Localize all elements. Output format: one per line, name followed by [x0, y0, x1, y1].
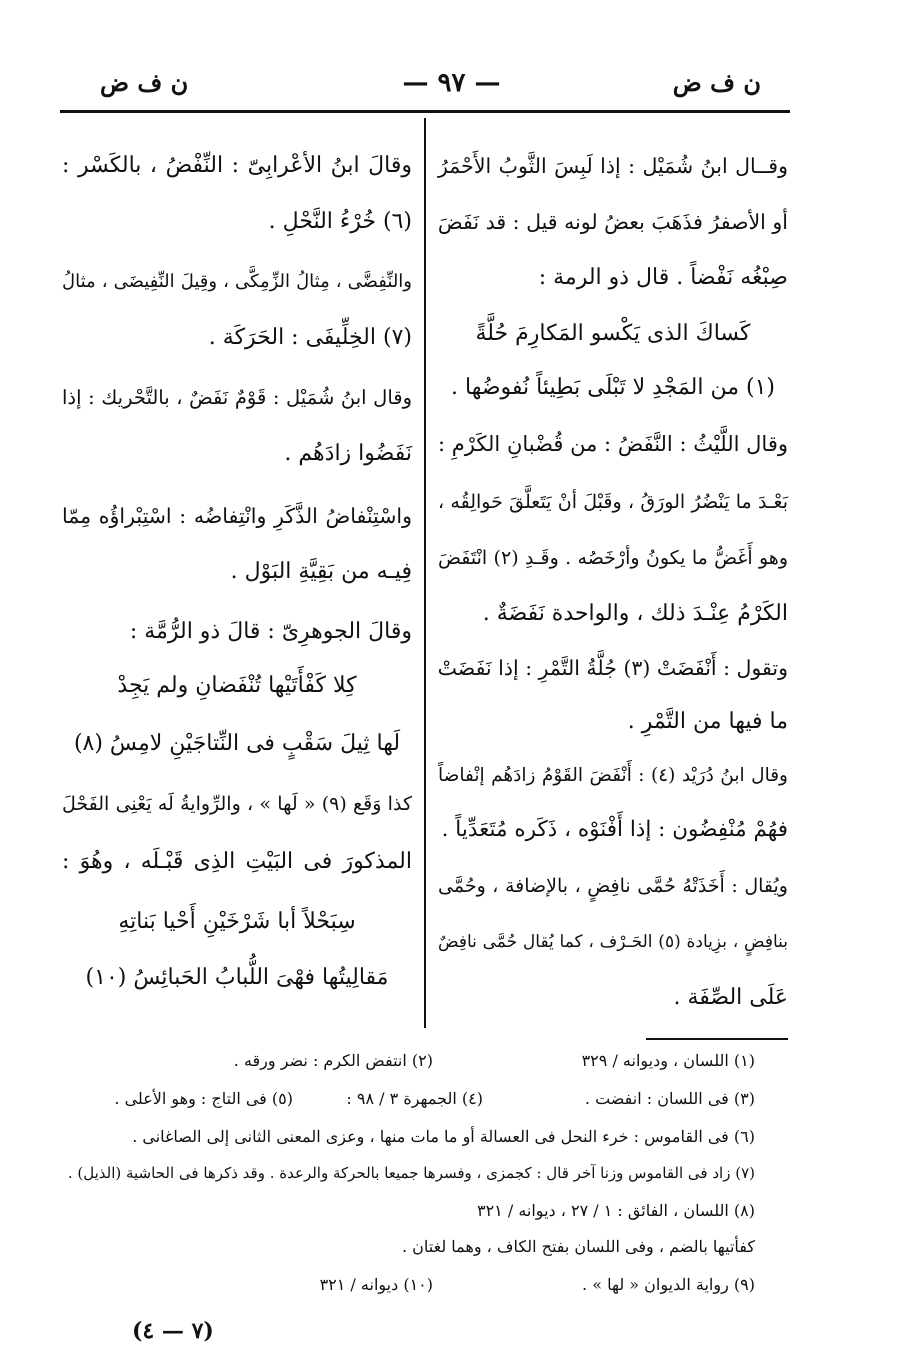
text-line: صِبْغُه نَفْضاً . قال ذو الرمة :	[538, 265, 788, 290]
text-line: فِيـه من بَقِيَّةِ البَوْل .	[230, 559, 412, 584]
text-line: المذكورَ فى البَيْتِ الذِى قَبْـلَه ، وهُوَ :	[62, 849, 412, 874]
text-line: وتقول : أَنْفَضَتْ (٣) جُلَّةُ التَّمْرِ : إذا نَفَضَتْ	[437, 656, 788, 680]
footnote: (٦) فى القاموس : خرء النحل فى العسالة أو ما مات منها ، وعزى المعنى الثانى إلى الصاغانى .	[132, 1127, 755, 1146]
text-line: الكَرْمُ عِنْـدَ ذلك ، والواحدة نَفَضَةٌ .	[482, 601, 788, 626]
text-line: كذا وَقَع (٩) « لَها » ، والرِّوايةُ لَه يَعْنِى الفَحْلَ	[62, 793, 412, 815]
footnote: (٥) فى التاج : وهو الأعلى .	[114, 1089, 293, 1108]
signature-mark: (٧ — ٤)	[132, 1318, 214, 1344]
text-line: وقال اللَّيْثُ : النَّفَضُ : من قُضْبانِ الكَرْمِ :	[438, 432, 788, 456]
text-line: نَفَضُوا زادَهُم .	[284, 441, 412, 466]
verse-line: لَها ثِيلَ سَقْبٍ فى النِّتاجَيْنِ لامِسُ (٨)	[73, 731, 401, 756]
verse-line: سِبَحْلاً أبا شَرْخَيْنِ أَحْيا بَناتِهِ	[118, 909, 356, 934]
text-line: وقال ابنُ شُمَيْل : قَوْمٌ نَفَضٌ ، بالتَّحْريك : إذا	[62, 386, 412, 409]
text-line: وقال ابنُ دُرَيْد (٤) : أَنْفَضَ القَوْمُ زادَهُم إنْفاضاً	[438, 765, 788, 786]
text-line: ما فيها من التَّمْرِ .	[627, 709, 788, 734]
footnote: (١٠) ديوانه / ٣٢١	[319, 1275, 433, 1294]
footnote: (٨) اللسان ، الفائق : ١ / ٢٧ ، ديوانه / ٣٢١	[476, 1201, 755, 1220]
verse-line: كِلا كَفْأَتَيْها تُنْفَضانِ ولم يَجِدْ	[117, 673, 357, 698]
text-line: وقــال ابنُ شُمَيْل : إذا لَبِسَ الثَّوبُ الأَحْمَرُ	[438, 154, 788, 178]
text-line: بَعْـدَ ما يَنْضُرُ الورَقُ ، وقَبْلَ أنْ يَتَعلَّقَ حَوالِقُه ،	[438, 491, 788, 513]
footnote: (٤) الجمهرة ٣ / ٩٨ :	[346, 1089, 483, 1108]
footnote-rule	[646, 1038, 788, 1040]
text-line: وقالَ ابنُ الأعْرابِىّ : النِّفْضُ ، بالكَسْر :	[62, 153, 412, 178]
footnote: (٧) زاد فى القاموس وزنا آخر قال : كجمزى ، وفسرها جميعا بالحركة والرعدة . وقد ذكرها فى الحاشية (الذيل) .	[67, 1164, 755, 1182]
footnote: (٩) رواية الديوان « لها » .	[582, 1275, 755, 1294]
text-line: وهو أَغَضُّ ما يكونُ وأرْخَصُه . وقَـدِ (٢) انْتَفَضَ	[438, 547, 788, 569]
text-line: واسْتِنْفاضُ الذَّكَرِ وانْتِفاضُه : اسْتِبْراؤُه مِمّا	[62, 504, 412, 528]
verse-line: كَساكَ الذى يَكْسو المَكارِمَ حُلَّةً	[475, 321, 751, 346]
page-number: — ٩٧ —	[402, 68, 501, 98]
footnote: كفأتيها بالضم ، وفى اللسان بفتح الكاف ، وهما لغتان .	[402, 1237, 755, 1256]
text-line: أو الأصفرُ فذَهَبَ بعضُ لونه قيل : قد نَفَضَ	[437, 210, 788, 234]
text-line: بنافِضٍ ، بزِيادة (٥) الحَـرْف ، كما يُقال حُمَّى نافِضٌ	[438, 932, 788, 952]
header-rule	[60, 110, 790, 113]
footnote: (٢) انتفض الكرم : نضر ورقه .	[233, 1051, 433, 1070]
footnote: (٣) فى اللسان : انفضت .	[584, 1089, 755, 1108]
text-line: (٦) خُرْءُ النَّحْلِ .	[268, 209, 412, 234]
text-line: ويُقال : أَخَذَتْهُ حُمَّى نافِضٍ ، بالإضافة ، وحُمَّى	[438, 875, 788, 897]
header-root-left: ن ف ض	[100, 68, 189, 97]
text-line: والنِّفِضَّى ، مِثالُ الزِّمِكَّى ، وقِيلَ النِّفِيضَى ، مثالُ	[62, 271, 412, 292]
text-line: وقالَ الجوهرِىّ : قالَ ذو الرُّمَّة :	[129, 619, 412, 644]
column-divider	[424, 118, 426, 1028]
text-line: فهُمْ مُنْفِضُون : إذا أَفْنَوْه ، ذَكَره مُتَعَدِّياً .	[441, 817, 788, 842]
text-line: (٧) الخِلِّيفَى : الحَرَكَة .	[208, 325, 412, 350]
header-root-right: ن ف ض	[672, 68, 761, 97]
footnote: (١) اللسان ، وديوانه / ٣٢٩	[581, 1051, 755, 1070]
verse-line: (١) من المَجْدِ لا تَبْلَى بَطِيئاً نُفوضُها .	[451, 375, 775, 400]
text-line: عَلَى الصِّفَة .	[673, 985, 788, 1010]
verse-line: مَقالِيتُها فهْىَ اللُّبابُ الحَبائِسُ (١٠)	[85, 965, 389, 990]
